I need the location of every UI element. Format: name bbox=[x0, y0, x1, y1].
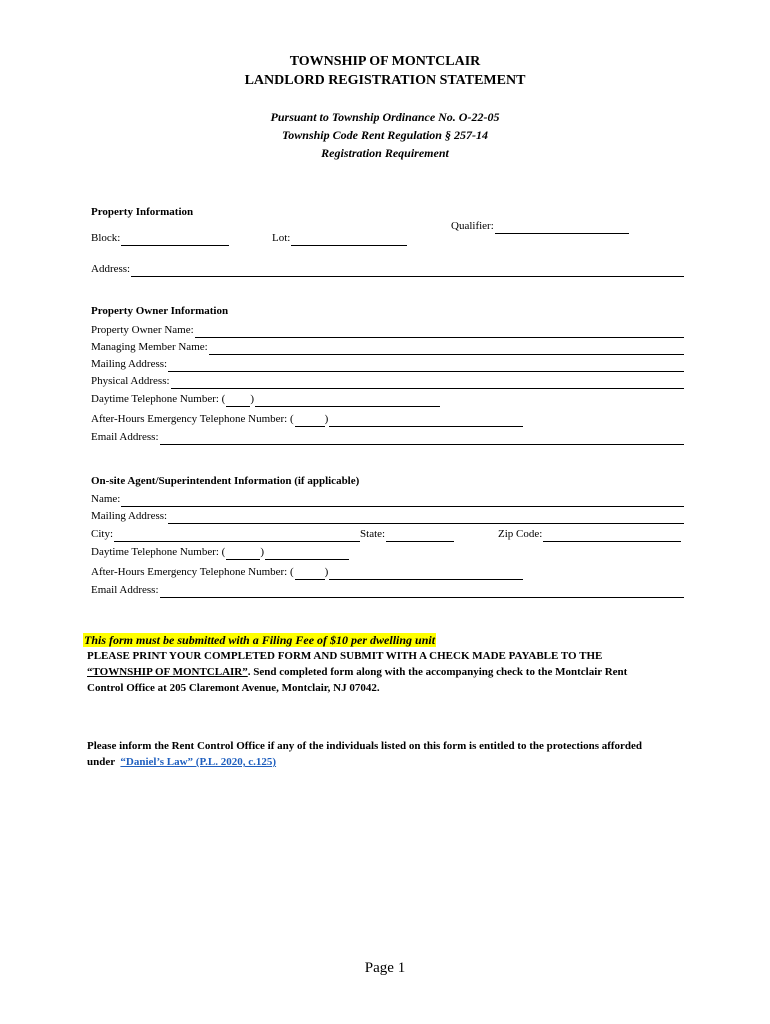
lot-input[interactable] bbox=[291, 234, 407, 246]
agent-name-label: Name: bbox=[91, 493, 121, 505]
document-title bbox=[0, 52, 770, 90]
agent-after-hours-area-code-input[interactable] bbox=[295, 568, 325, 580]
owner-physical-input[interactable] bbox=[171, 377, 684, 389]
subtitle-line-1: Pursuant to Township Ordinance No. O-22-05 bbox=[270, 110, 500, 124]
paren-close: ) bbox=[324, 413, 329, 425]
owner-daytime-phone-input[interactable] bbox=[255, 395, 440, 407]
agent-info-heading: On-site Agent/Superintendent Information (if applicable) bbox=[91, 475, 360, 487]
payee-name: “TOWNSHIP OF MONTCLAIR” bbox=[87, 666, 248, 678]
daniels-law-prefix: under bbox=[87, 756, 121, 768]
owner-email-label: Email Address: bbox=[91, 431, 159, 443]
owner-info-heading: Property Owner Information bbox=[91, 305, 229, 317]
managing-member-label: Managing Member Name: bbox=[91, 341, 208, 353]
owner-after-hours-area-code-input[interactable] bbox=[295, 415, 325, 427]
block-field bbox=[91, 231, 236, 246]
agent-name-field bbox=[91, 492, 684, 507]
agent-city-state-field bbox=[91, 527, 454, 542]
title-line-2: LANDLORD REGISTRATION STATEMENT bbox=[244, 73, 526, 88]
paren-close: ) bbox=[250, 393, 255, 405]
address-input[interactable] bbox=[131, 265, 684, 277]
daniels-law-link[interactable]: “Daniel’s Law” (P.L. 2020, c.125) bbox=[120, 756, 277, 768]
owner-physical-field bbox=[91, 374, 684, 389]
lot-field bbox=[272, 231, 417, 246]
owner-physical-label: Physical Address: bbox=[91, 375, 170, 387]
managing-member-field bbox=[91, 340, 684, 355]
address-field bbox=[91, 262, 684, 277]
owner-daytime-phone-label: Daytime Telephone Number: ( bbox=[91, 393, 226, 405]
block-input[interactable] bbox=[121, 234, 229, 246]
agent-state-label: State: bbox=[360, 528, 386, 540]
agent-daytime-phone-label: Daytime Telephone Number: ( bbox=[91, 546, 226, 558]
agent-zip-label: Zip Code: bbox=[498, 528, 543, 540]
filing-fee-highlight: This form must be submitted with a Filing Fee of $10 per dwelling unit bbox=[84, 633, 436, 647]
instructions-line-3: Control Office at 205 Claremont Avenue, Montclair, NJ 07042. bbox=[87, 682, 380, 694]
owner-daytime-phone-field bbox=[91, 392, 440, 407]
submission-instructions bbox=[87, 648, 627, 696]
agent-after-hours-phone-input[interactable] bbox=[329, 568, 523, 580]
agent-after-hours-phone-label: After-Hours Emergency Telephone Number: ( bbox=[91, 566, 294, 578]
agent-mailing-field bbox=[91, 509, 684, 524]
agent-mailing-label: Mailing Address: bbox=[91, 510, 168, 522]
agent-zip-input[interactable] bbox=[543, 530, 681, 542]
agent-zip-field bbox=[498, 527, 681, 542]
owner-email-field bbox=[91, 430, 684, 445]
address-label: Address: bbox=[91, 263, 131, 275]
instructions-line-1: PLEASE PRINT YOUR COMPLETED FORM AND SUBMIT WITH A CHECK MADE PAYABLE TO THE bbox=[87, 650, 603, 662]
owner-mailing-field bbox=[91, 357, 684, 372]
agent-daytime-phone-field bbox=[91, 545, 349, 560]
owner-email-input[interactable] bbox=[160, 433, 684, 445]
filing-fee-notice bbox=[83, 631, 436, 649]
owner-daytime-area-code-input[interactable] bbox=[226, 395, 250, 407]
qualifier-input[interactable] bbox=[495, 222, 629, 234]
daniels-law-line-1: Please inform the Rent Control Office if any of the individuals listed on this form is entitled to the protections afforded bbox=[87, 740, 643, 752]
owner-after-hours-phone-input[interactable] bbox=[329, 415, 523, 427]
page-number: Page 1 bbox=[364, 960, 406, 976]
agent-city-label: City: bbox=[91, 528, 114, 540]
owner-after-hours-phone-field bbox=[91, 412, 523, 427]
agent-state-input[interactable] bbox=[386, 530, 454, 542]
paren-close: ) bbox=[260, 546, 265, 558]
agent-daytime-phone-input[interactable] bbox=[265, 548, 349, 560]
owner-name-label: Property Owner Name: bbox=[91, 324, 194, 336]
agent-daytime-area-code-input[interactable] bbox=[226, 548, 260, 560]
agent-email-label: Email Address: bbox=[91, 584, 159, 596]
agent-city-input[interactable] bbox=[114, 530, 360, 542]
managing-member-input[interactable] bbox=[209, 343, 684, 355]
daniels-law-notice bbox=[87, 738, 642, 770]
qualifier-field bbox=[451, 219, 641, 234]
daniels-law-line-2 bbox=[87, 754, 642, 770]
agent-name-input[interactable] bbox=[121, 495, 684, 507]
block-label: Block: bbox=[91, 232, 121, 244]
document-subtitle bbox=[0, 108, 770, 162]
agent-mailing-input[interactable] bbox=[168, 512, 684, 524]
title-line-1: TOWNSHIP OF MONTCLAIR bbox=[289, 54, 481, 69]
instructions-line-2 bbox=[87, 664, 627, 680]
subtitle-line-3: Registration Requirement bbox=[321, 146, 449, 160]
subtitle-line-2: Township Code Rent Regulation § 257-14 bbox=[282, 128, 488, 142]
agent-email-input[interactable] bbox=[160, 586, 684, 598]
paren-close: ) bbox=[324, 566, 329, 578]
lot-label: Lot: bbox=[272, 232, 291, 244]
owner-mailing-input[interactable] bbox=[168, 360, 684, 372]
agent-after-hours-phone-field bbox=[91, 565, 523, 580]
qualifier-label: Qualifier: bbox=[451, 220, 494, 232]
owner-name-input[interactable] bbox=[195, 326, 684, 338]
agent-email-field bbox=[91, 583, 684, 598]
instructions-line-2-rest: . Send completed form along with the accompanying check to the Montclair Rent bbox=[247, 666, 628, 678]
property-info-heading: Property Information bbox=[91, 206, 194, 218]
owner-mailing-label: Mailing Address: bbox=[91, 358, 168, 370]
owner-after-hours-phone-label: After-Hours Emergency Telephone Number: ( bbox=[91, 413, 294, 425]
owner-name-field bbox=[91, 323, 684, 338]
